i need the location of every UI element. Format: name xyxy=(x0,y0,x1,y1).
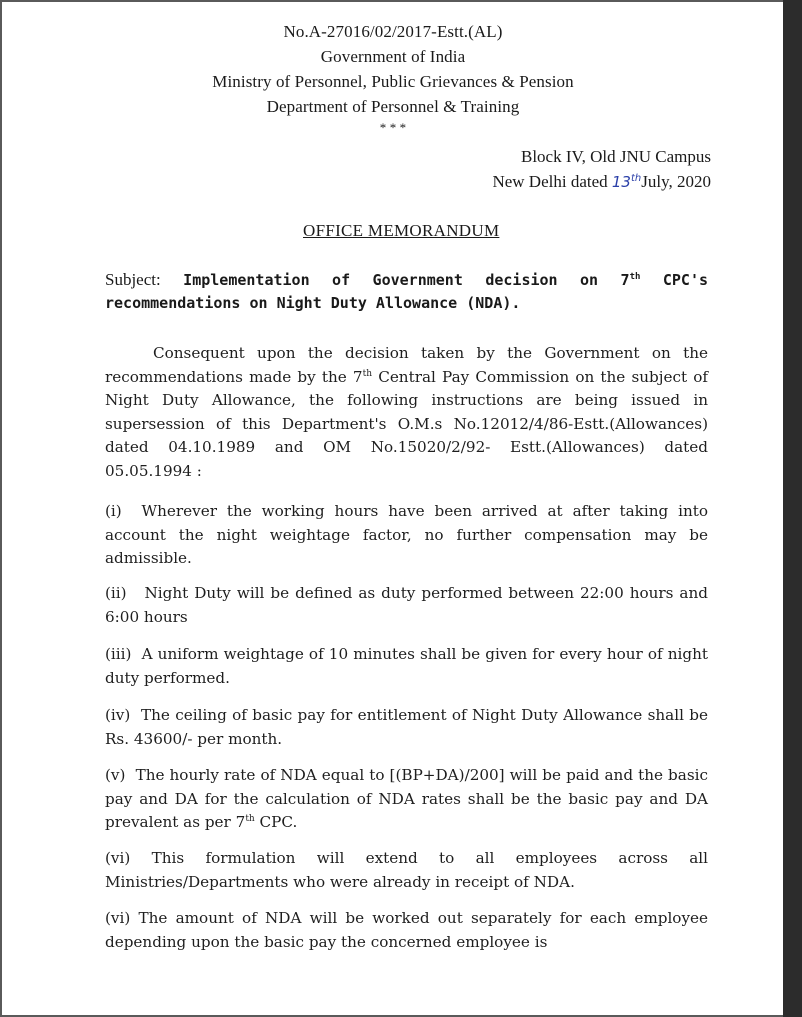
department-name: Department of Personnel & Training xyxy=(266,97,520,116)
date-line xyxy=(492,172,711,192)
ministry-name: Ministry of Personnel, Public Grievances & Pension xyxy=(212,72,574,91)
intro-paragraph: Consequent upon the decision taken by the Government on the recommendations made by the 7th Central Pay Commission on the subject of Night Duty Allowance, the following instructions are being issued in supersession of this Department's O.M.s No.12012/4/86-Estt.(Allowances) dated 04.10.1989 and OM No.15020/2/92- Estt.(Allowances) dated 05.05.1994 : xyxy=(105,344,708,480)
point-vi-a: (vi) This formulation will extend to all employees across all Ministries/Departments who were already in receipt of NDA. xyxy=(105,849,708,891)
point-number: (vi) xyxy=(105,849,131,867)
month-year: July, 2020 xyxy=(641,172,711,191)
point-number: (vi) xyxy=(105,909,131,927)
dated-prefix: New Delhi dated xyxy=(492,172,608,191)
subject-text: Subject: Implementation of Government decision on 7th CPC's recommendations on Night Duty Allowance (NDA). xyxy=(105,270,709,312)
subject-block xyxy=(105,268,708,315)
memorandum-title: OFFICE MEMORANDUM xyxy=(303,221,500,240)
government-name: Government of India xyxy=(320,47,466,66)
point-i: (i) Wherever the working hours have been arrived at after taking into account the night weightage factor, no further compensation may be admissible. xyxy=(105,502,709,567)
point-iii: (iii) A uniform weightage of 10 minutes shall be given for every hour of night duty performed. xyxy=(105,645,709,687)
address-line: Block IV, Old JNU Campus xyxy=(521,147,711,166)
point-ii: (ii) Night Duty will be defined as duty performed between 22:00 hours and 6:00 hours xyxy=(105,584,708,626)
point-number: (iv) xyxy=(105,706,131,724)
point-number: (v) xyxy=(105,766,126,784)
subject-label: Subject: xyxy=(105,270,161,289)
viewer-edge-bar xyxy=(783,0,802,1017)
file-number: No.A-27016/02/2017-Estt.(AL) xyxy=(283,22,503,41)
point-number: (iii) xyxy=(105,645,132,663)
point-iv: (iv) The ceiling of basic pay for entitlement of Night Duty Allowance shall be Rs. 43600/- per month. xyxy=(105,706,709,748)
handwritten-day: 13th xyxy=(611,173,642,191)
point-number: (ii) xyxy=(105,584,127,602)
point-v: (v) The hourly rate of NDA equal to [(BP+DA)/200] will be paid and the basic pay and DA for the calculation of NDA rates shall be the basic pay and DA prevalent as per 7th CPC. xyxy=(105,766,708,831)
point-vi-b: (vi) The amount of NDA will be worked out separately for each employee depending upon the basic pay the concerned employee is xyxy=(105,909,709,951)
header-separator: * * * xyxy=(379,120,407,135)
point-number: (i) xyxy=(105,502,122,520)
